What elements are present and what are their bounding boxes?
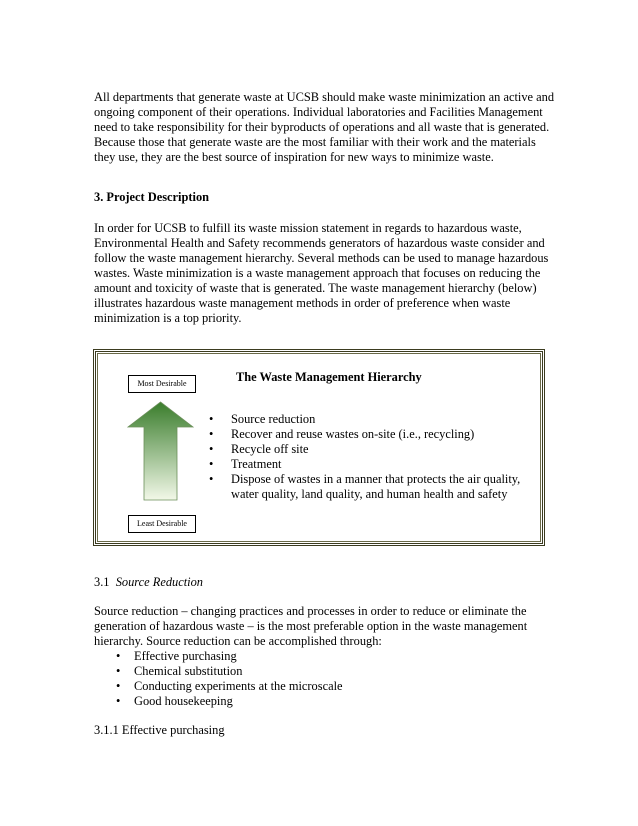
hierarchy-list <box>209 412 539 502</box>
section-3-1-1-heading: 3.1.1 Effective purchasing <box>94 723 225 737</box>
most-desirable-label: Most Desirable <box>128 375 196 393</box>
list-item: • Recycle off site <box>209 442 539 457</box>
section-number: 3.1 <box>94 575 110 589</box>
waste-hierarchy-figure <box>93 349 545 546</box>
list-item: • Chemical substitution <box>116 664 536 679</box>
list-item: • Treatment <box>209 457 539 472</box>
list-item: • Effective purchasing <box>116 649 536 664</box>
section-3-1-body: Source reduction – changing practices and processes in order to reduce or eliminate the generation of hazardous waste – is the most preferable option in the waste management hierarchy. Source reduction can be accomplished through: <box>94 604 528 648</box>
up-arrow-icon <box>127 401 194 501</box>
list-item: • Conducting experiments at the microscale <box>116 679 536 694</box>
figure-title: The Waste Management Hierarchy <box>236 370 422 384</box>
least-desirable-label: Least Desirable <box>128 515 196 533</box>
section-3-1-heading <box>94 575 566 590</box>
section-3-heading: 3. Project Description <box>94 190 210 204</box>
source-reduction-list <box>116 649 536 709</box>
list-item: • Source reduction <box>209 412 539 427</box>
list-item: • Recover and reuse wastes on-site (i.e., recycling) <box>209 427 539 442</box>
section-title: Source Reduction <box>115 575 203 589</box>
intro-paragraph: All departments that generate waste at UCSB should make waste minimization an active and ongoing component of their operations. Individual laboratories and Facilities Management need to take responsibility for their byproducts of operations and all waste that is generated. Because those that generate waste are the most familiar with their work and the materials they use, they are the best source of inspiration for new ways to minimize waste. <box>94 90 555 164</box>
list-item: • Dispose of wastes in a manner that protects the air quality, water quality, land quality, and human health and safety <box>209 472 539 502</box>
section-3-body: In order for UCSB to fulfill its waste mission statement in regards to hazardous waste, Environmental Health and Safety recommends generators of hazardous waste consider and follow the waste management hierarchy. Several methods can be used to manage hazardous wastes. Waste minimization is a waste management approach that focuses on reducing the amount and toxicity of waste that is generated. The waste management hierarchy (below) illustrates hazardous waste management methods in order of preference when waste minimization is a top priority. <box>94 221 549 325</box>
list-item: • Good housekeeping <box>116 694 536 709</box>
